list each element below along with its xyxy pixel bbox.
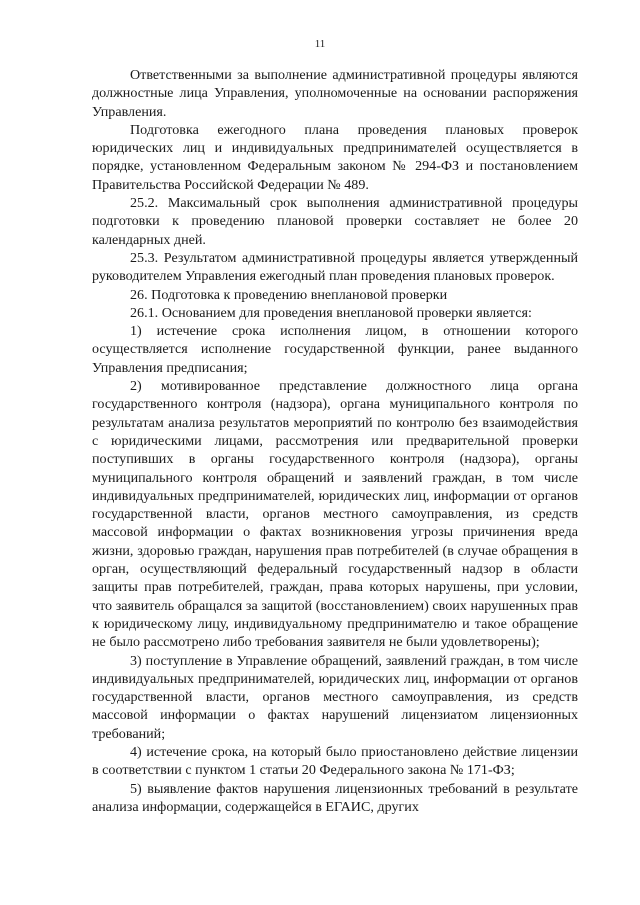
document-body <box>92 66 578 816</box>
list-item-1: 1) истечение срока исполнения лицом, в отношении которого осуществляется исполнение государственной функции, ранее выданного Управления предписания; <box>92 323 578 376</box>
list-item-2: 2) мотивированное представление должностного лица органа государственного контроля (надзора), органа муниципального контроля по результатам анализа результатов мероприятий по контролю без взаимодействия с юридическими лицами, рассмотрения или предварительной проверки поступивших в органы государственного контроля (надзора), органы муниципального контроля обращений и заявлений граждан, в том числе индивидуальных предпринимателей, юридических лиц, информации от органов государственной власти, органов местного самоуправления, из средств массовой информации о фактах возникновения угрозы причинения вреда жизни, здоровью граждан, нарушения прав потребителей (в случае обращения в орган, осуществляющий федеральный государственный надзор в области защиты прав потребителей, граждан, права которых нарушены, при условии, что заявитель обращался за защитой (восстановлением) своих нарушенных прав к юридическому лицу, индивидуальному предпринимателю и такое обращение не было рассмотрено либо требования заявителя не были удовлетворены); <box>92 378 578 651</box>
paragraph-26-1: 26.1. Основанием для проведения внеплановой проверки является: <box>130 304 532 321</box>
page-number: 11 <box>314 38 326 50</box>
list-item-5: 5) выявление фактов нарушения лицензионных требований в результате анализа информации, содержащейся в ЕГАИС, других <box>92 780 578 815</box>
paragraph-annual-plan-preparation: Подготовка ежегодного плана проведения плановых проверок юридических лиц и индивидуальных предпринимателей осуществляется в порядке, установленном Федеральным законом № 294-ФЗ и постановлением Правительства Российской Федерации № 489. <box>92 121 578 193</box>
paragraph-25-3: 25.3. Результатом административной процедуры является утвержденный руководителем Управления ежегодный план проведения плановых проверок. <box>92 249 578 285</box>
paragraph-26-heading: 26. Подготовка к проведению внеплановой проверки <box>130 286 448 303</box>
list-item-4: 4) истечение срока, на который было приостановлено действие лицензии в соответствии с пунктом 1 статьи 20 Федерального закона № 171-ФЗ; <box>92 743 578 779</box>
paragraph-responsible-officials: Ответственными за выполнение административной процедуры являются должностные лица Управления, уполномоченные на основании распоряжения Управления. <box>92 67 578 120</box>
list-item-3: 3) поступление в Управление обращений, заявлений граждан, в том числе индивидуальных предпринимателей, юридических лиц, информации от органов государственной власти, органов местного самоуправления, из средств массовой информации о фактах нарушений лицензиатом лицензионных требований; <box>92 652 578 742</box>
paragraph-25-2: 25.2. Максимальный срок выполнения административной процедуры подготовки к проведению плановой проверки составляет не более 20 календарных дней. <box>92 195 578 248</box>
